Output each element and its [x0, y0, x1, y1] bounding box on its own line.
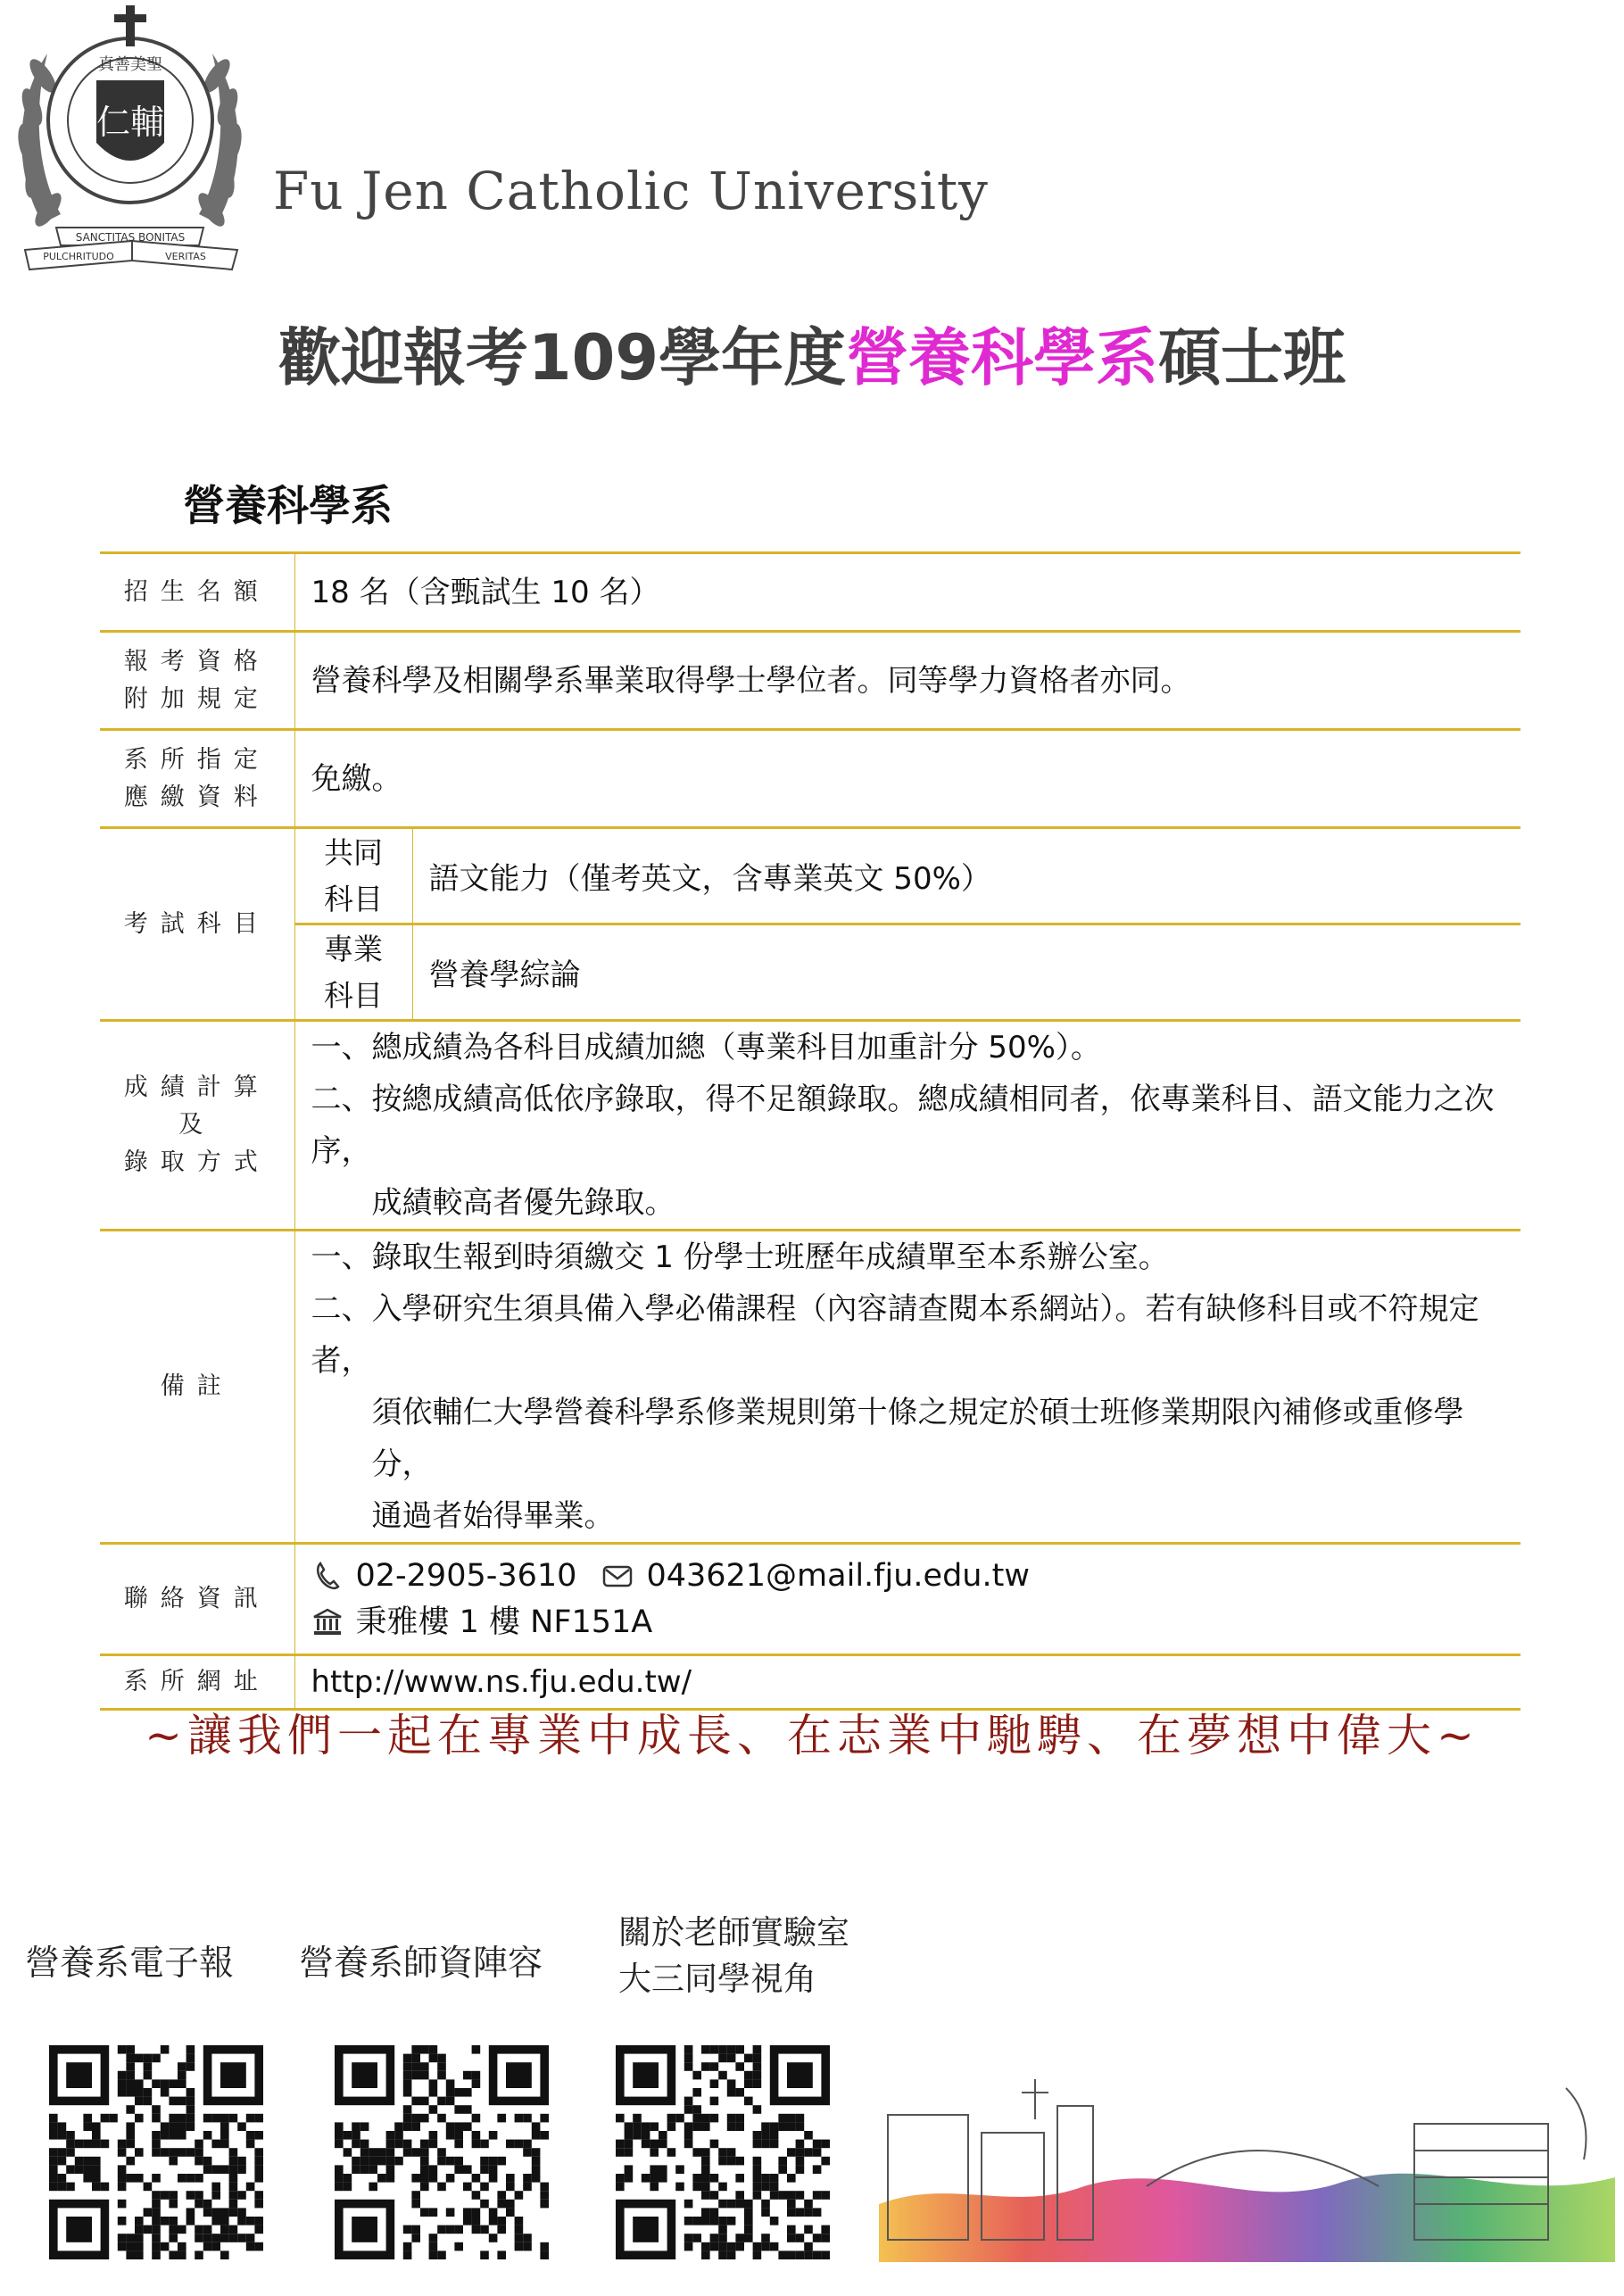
- label-common-subjects: 共同 科目: [294, 828, 412, 924]
- qr-label-newsletter: 營養系電子報: [25, 1944, 235, 1984]
- svg-text:仁輔: 仁輔: [95, 103, 165, 142]
- table-row-subjects-professional: [100, 924, 1520, 1021]
- label-eligibility: 報考資格 附加規定: [100, 632, 294, 730]
- value-notes: 一、錄取生報到時須繳交 1 份學士班歷年成績單至本系辦公室。 二、入學研究生須具備入學必備課程（內容請查閱本系網站）。若有缺修科目或不符規定者， 須依輔仁大學營養科學系修業規則第十條之規定於碩士班修業期限內補修或重修學分， 通過者始得畢業。: [294, 1231, 1520, 1544]
- label-professional-subjects: 專業 科目: [294, 924, 412, 1021]
- contact-office: 秉雅樓 1 樓 NF151A: [355, 1604, 653, 1640]
- university-logo: [7, 0, 253, 277]
- headline-prefix: 歡迎報考109學年度: [278, 321, 847, 394]
- value-documents: 免繳。: [294, 730, 1520, 828]
- phone-icon: [311, 1560, 344, 1592]
- label-website: 系所網址: [100, 1655, 294, 1710]
- label-documents: 系所指定 應繳資料: [100, 730, 294, 828]
- table-row-documents: [100, 730, 1520, 828]
- qr-code-newsletter[interactable]: [49, 2045, 263, 2259]
- building-icon: [311, 1606, 344, 1638]
- campus-illustration: [879, 2079, 1615, 2262]
- headline-accent: 營養科學系: [846, 321, 1159, 394]
- label-scoring: 成績計算 及 錄取方式: [100, 1021, 294, 1231]
- value-website-link[interactable]: http://www.ns.fju.edu.tw/: [294, 1655, 1520, 1710]
- value-scoring: 一、總成績為各科目成績加總（專業科目加重計分 50%）。 二、按總成績高低依序錄取，得不足額錄取。總成績相同者，依專業科目、語文能力之次序， 成績較高者優先錄取。: [294, 1021, 1520, 1231]
- value-contact: [294, 1544, 1520, 1655]
- headline-suffix: 碩士班: [1158, 321, 1346, 394]
- value-common-subjects: 語文能力（僅考英文，含專業英文 50%）: [412, 828, 1520, 924]
- label-notes: 備註: [100, 1231, 294, 1544]
- label-quota: 招生名額: [100, 553, 294, 632]
- contact-email[interactable]: 043621@mail.fju.edu.tw: [646, 1558, 1030, 1594]
- slogan: ~讓我們一起在專業中成長、在志業中馳騁、在夢想中偉大~: [145, 1710, 1479, 1761]
- table-row-subjects-common: [100, 828, 1520, 924]
- mail-icon: [601, 1560, 634, 1592]
- label-subjects: 考試科目: [100, 828, 294, 1021]
- table-row-scoring: [100, 1021, 1520, 1231]
- qr-code-lab[interactable]: [616, 2045, 830, 2259]
- university-name: Fu Jen Catholic University: [273, 161, 989, 221]
- table-row-contact: [100, 1544, 1520, 1655]
- svg-text:PULCHRITUDO: PULCHRITUDO: [43, 251, 114, 262]
- contact-phone: 02-2905-3610: [355, 1558, 577, 1594]
- table-row-notes: [100, 1231, 1520, 1544]
- table-row-eligibility: [100, 632, 1520, 730]
- value-professional-subjects: 營養學綜論: [412, 924, 1520, 1021]
- qr-label-lab-line-1: 關於老師實驗室: [618, 1913, 849, 1952]
- department-title: 營養科學系: [183, 482, 393, 531]
- value-eligibility: 營養科學及相關學系畢業取得學士學位者。同等學力資格者亦同。: [294, 632, 1520, 730]
- qr-label-lab-line-2: 大三同學視角: [618, 1960, 816, 1998]
- svg-text:VERITAS: VERITAS: [165, 251, 206, 262]
- page-headline: [0, 308, 1624, 398]
- admission-info-table: [100, 551, 1520, 1711]
- qr-code-faculty[interactable]: [335, 2045, 549, 2259]
- value-quota: 18 名（含甄試生 10 名）: [294, 553, 1520, 632]
- label-contact: 聯絡資訊: [100, 1544, 294, 1655]
- svg-text:真善美聖: 真善美聖: [98, 55, 162, 74]
- svg-text:SANCTITAS BONITAS: SANCTITAS BONITAS: [75, 231, 186, 244]
- qr-label-faculty: 營養系師資陣容: [299, 1944, 543, 1984]
- table-row-quota: [100, 553, 1520, 632]
